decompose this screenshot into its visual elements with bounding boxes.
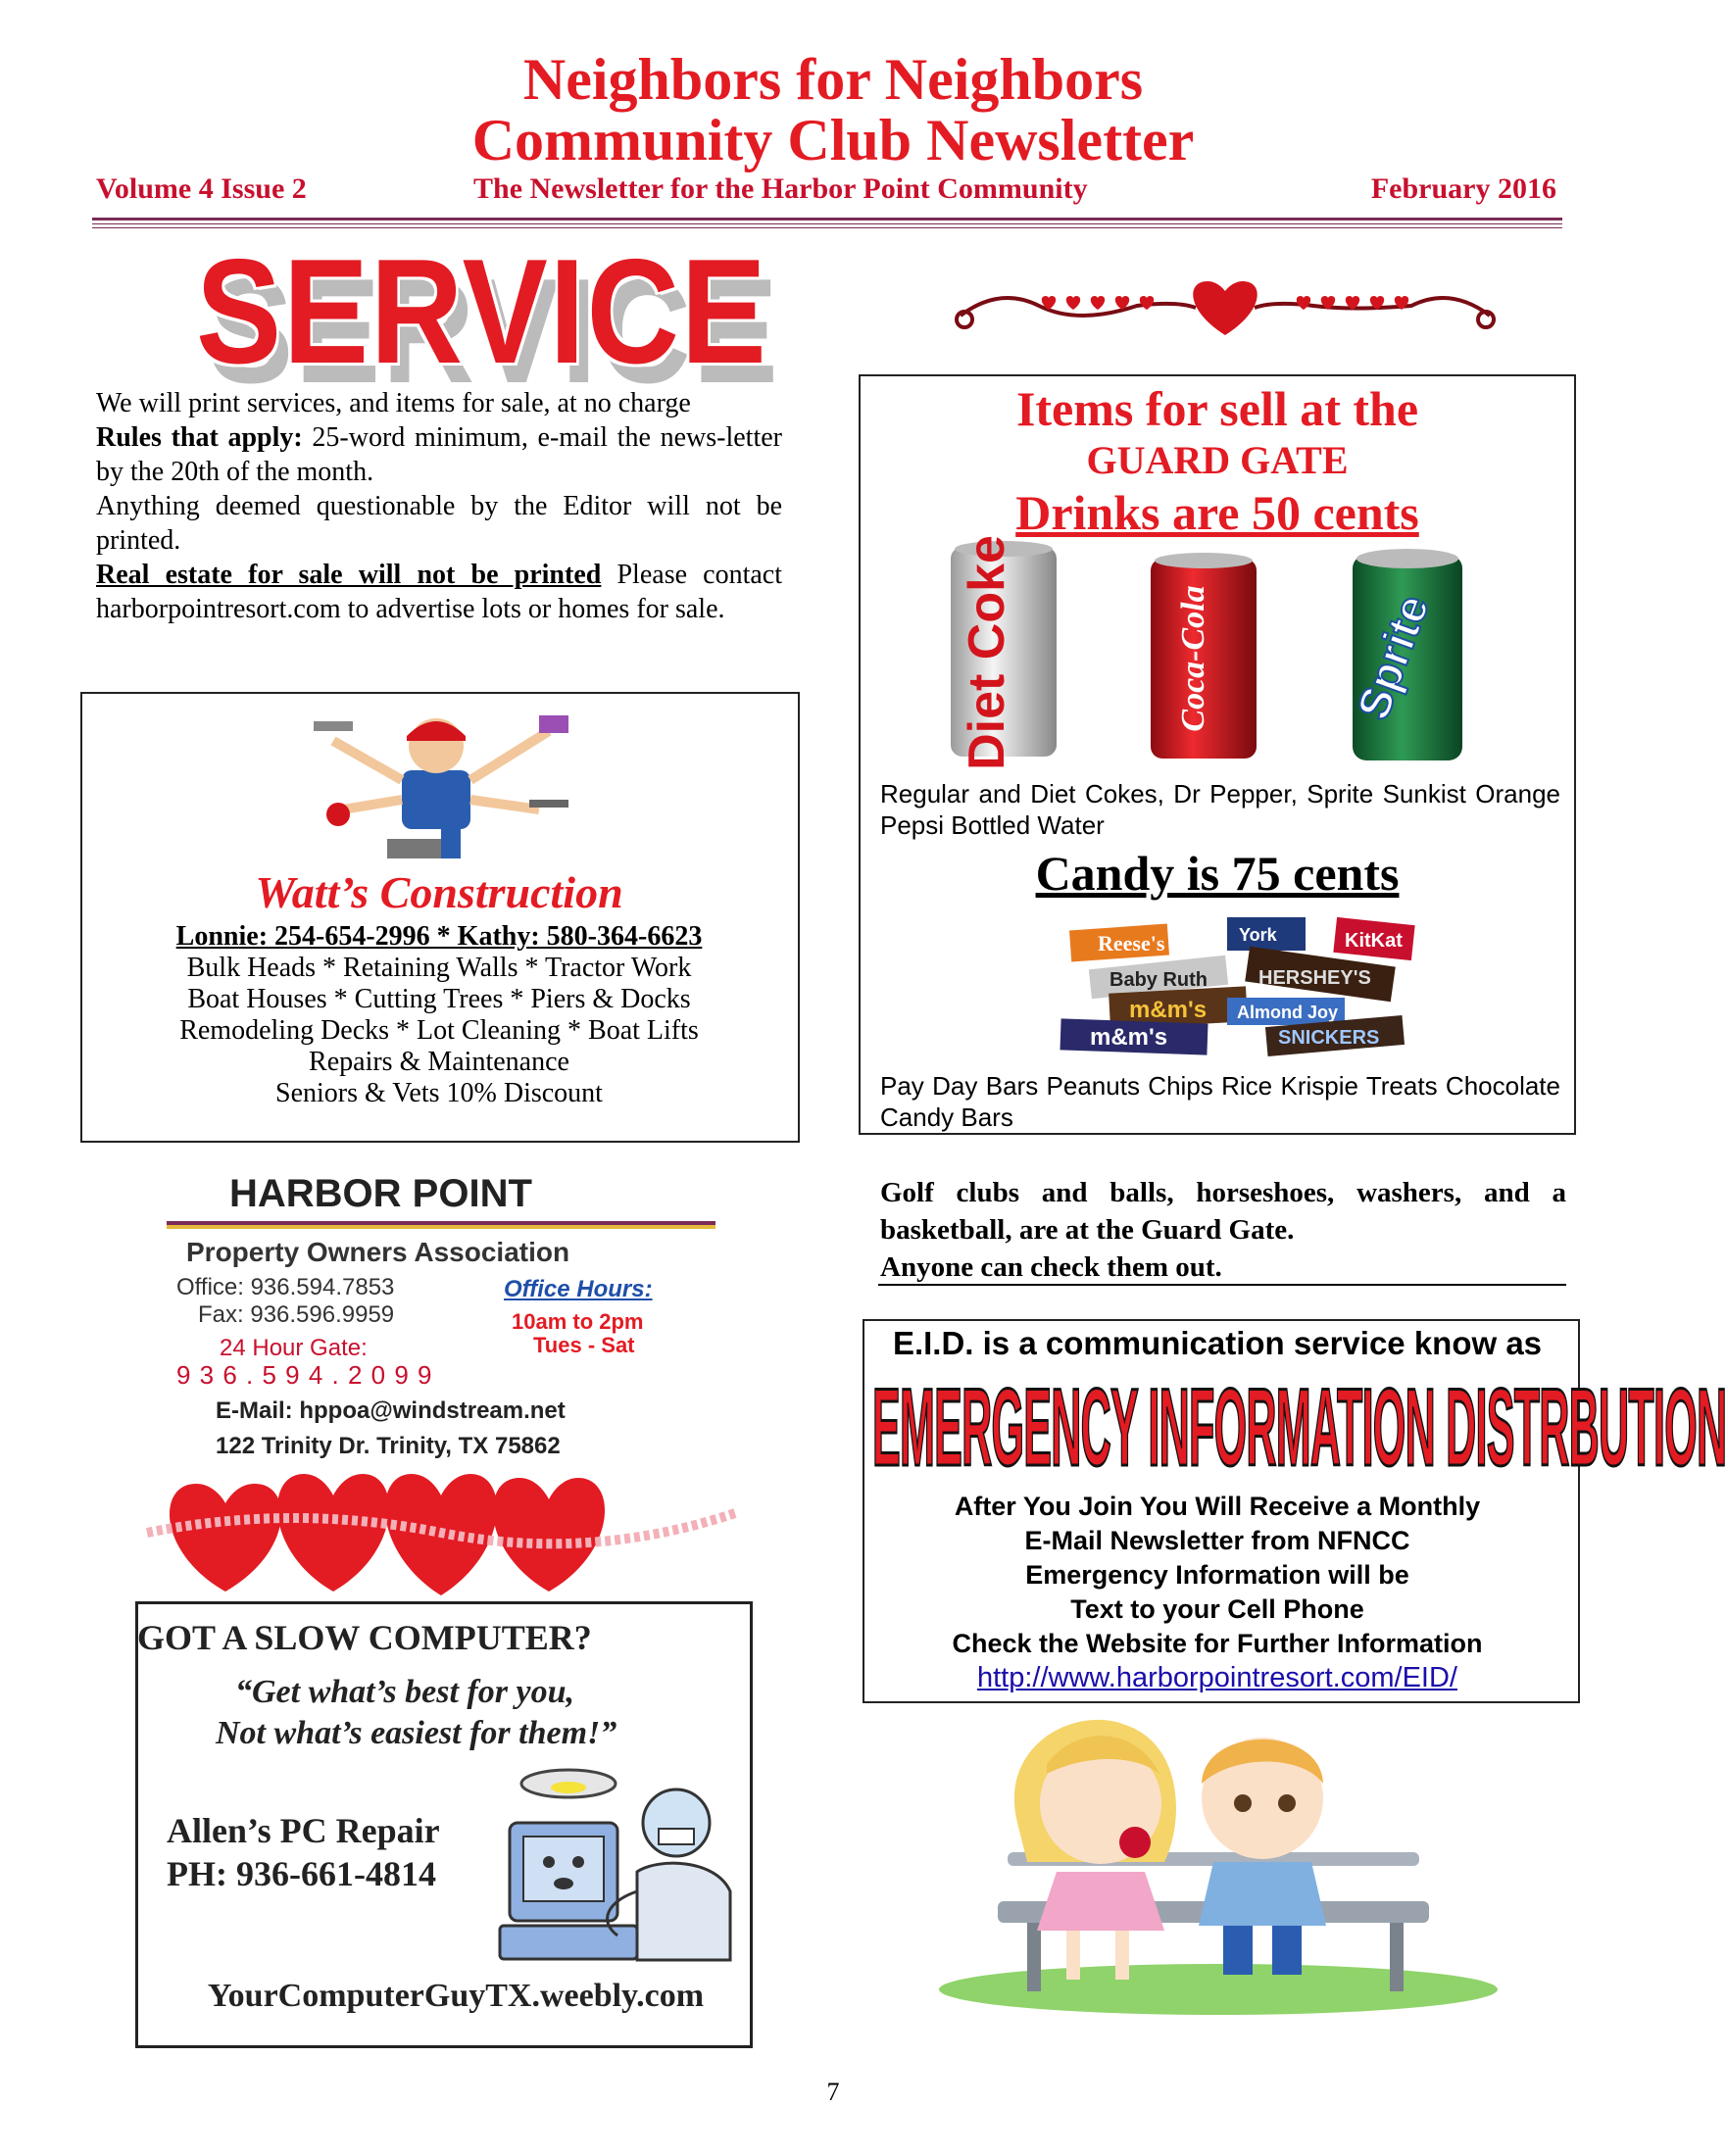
newsletter-title-line1: Neighbors for Neighbors [522,47,1144,112]
eid-details [864,1490,1570,1695]
golf-equipment-notice [880,1174,1566,1286]
golf-line2: Anyone can check them out. [880,1251,1222,1283]
eid-website-link[interactable]: http://www.harborpointresort.com/EID/ [977,1662,1457,1693]
page-number: 7 [826,2078,840,2106]
volume-issue: Volume 4 Issue 2 [96,172,307,205]
tagline: The Newsletter for the Harbor Point Community [473,172,1088,205]
guard-gate-heading: GUARD GATE [1086,438,1349,482]
items-heading: Items for sell at the [1015,381,1419,436]
watts-services-line4: Repairs & Maintenance [309,1047,569,1077]
poa-office-phone: Office: 936.594.7853 [176,1274,395,1300]
can-label-coca-cola: Coca-Cola [1175,585,1211,732]
pc-repair-website[interactable]: YourComputerGuyTX.weebly.com [207,1978,705,2014]
eid-line1: After You Join You Will Receive a Monthly [954,1492,1481,1521]
service-heading: SERVICE [196,228,768,395]
poa-office-hours-days: Tues - Sat [533,1333,635,1357]
eid-line2: E-Mail Newsletter from NFNCC [1024,1526,1410,1555]
poa-gate-phone: 9 3 6 . 5 9 4 . 2 0 9 9 [176,1360,433,1390]
watts-phones: Lonnie: 254-654-2996 * Kathy: 580-364-6623 [175,921,703,952]
diet-coke-can-icon [947,535,1060,770]
drinks-description: Regular and Diet Cokes, Dr Pepper, Sprite Sunkist Orange Pepsi Bottled Water [880,779,1560,840]
masthead-rule-top [92,218,1562,220]
pc-repair-quote [176,1672,725,1754]
candy-label-snickers: SNICKERS [1278,1027,1380,1049]
service-text [96,386,782,626]
eid-heading: E.I.D. is a communication service know as [892,1325,1543,1361]
watts-discount: Seniors & Vets 10% Discount [275,1078,603,1108]
pc-quote-line2: Not what’s easiest for them!” [216,1715,617,1751]
rules-label: Rules that apply: [96,422,303,453]
real-estate-label: Real estate for sale will not be printed [96,560,602,590]
pc-quote-line1: “Get what’s best for you, [235,1674,574,1710]
pc-repair-title: GOT A SLOW COMPUTER? [137,1618,592,1657]
real-estate-text: Please contact harborpointresort.com to advertise lots or homes for sale. [96,560,783,624]
service-line1: We will print services, and items for sale, at no charge [96,388,691,418]
candy-description: Pay Day Bars Peanuts Chips Rice Krispie Treats Chocolate Candy Bars [880,1071,1560,1132]
eid-banner-text: EMERGENCY INFORMATION DISTRBUTION [872,1366,1726,1489]
poa-office-hours-label: Office Hours: [504,1276,653,1302]
watts-name: Watt’s Construction [255,867,623,917]
rules-text: 25-word minimum, e-mail the news-letter by the 20th of the month. [96,422,782,487]
harbor-point-poa-card [167,1172,715,1427]
poa-rule-2 [167,1225,715,1229]
candy-label-baby-ruth: Baby Ruth [1110,969,1208,991]
masthead-rule-mid [92,223,1562,224]
eid-line3: Emergency Information will be [1025,1560,1409,1590]
drinks-price-text: Drinks are 50 cents [1015,485,1419,540]
watts-details [82,921,796,1109]
candy-label-mms-1: m&m's [1129,997,1208,1023]
poa-address: 122 Trinity Dr. Trinity, TX 75862 [216,1433,561,1459]
couple-on-bench-icon [939,1705,1498,2009]
watts-services-line1: Bulk Heads * Retaining Walls * Tractor Work [186,953,692,983]
candy-label-reeses: Reese's [1098,931,1165,956]
candy-label-hersheys: HERSHEY'S [1258,967,1371,989]
service-rules [96,420,782,489]
masthead-info-row [96,172,1556,212]
can-label-sprite: Sprite [1347,588,1439,726]
computer-doctor-icon [490,1764,735,1970]
poa-subtitle: Property Owners Association [186,1237,570,1267]
candy-label-kitkat: KitKat [1345,930,1403,952]
candy-price: Candy is 75 cents [1035,846,1400,901]
candy-label-mms-2: m&m's [1090,1024,1168,1051]
poa-email: E-Mail: hppoa@windstream.net [216,1397,566,1424]
coca-cola-can-icon [1147,549,1260,764]
poa-office-hours-time: 10am to 2pm [512,1309,644,1334]
sprite-can-icon [1349,545,1466,766]
issue-date: February 2016 [1370,172,1556,205]
pc-repair-phone: PH: 936-661-4814 [167,1854,436,1893]
golf-line1: Golf clubs and balls, horseshoes, washers, and a basketball, are at the Guard Gate. [880,1177,1566,1246]
newsletter-title-line2: Community Club Newsletter [471,108,1195,172]
pc-repair-name: Allen’s PC Repair [167,1811,440,1850]
poa-fax: Fax: 936.596.9959 [198,1301,395,1328]
handyman-icon [294,702,588,864]
watts-services-line2: Boat Houses * Cutting Trees * Piers & Docks [187,984,691,1014]
poa-name: HARBOR POINT [229,1172,532,1215]
candy-label-almond-joy: Almond Joy [1237,1003,1339,1022]
service-real-estate [96,558,782,626]
eid-banner [872,1366,1726,1489]
can-label-diet-coke: Diet Coke [959,535,1015,770]
hearts-chain-icon [147,1464,735,1597]
heart-vine-icon [941,267,1509,345]
candy-bars-icon [1051,907,1417,1054]
golf-underline [878,1284,1566,1286]
candy-label-york: York [1239,925,1277,945]
service-questionable: Anything deemed questionable by the Editor will not be printed. [96,491,782,556]
eid-line5: Check the Website for Further Information [952,1629,1483,1658]
watts-services-line3: Remodeling Decks * Lot Cleaning * Boat Lifts [179,1015,699,1046]
drinks-price [861,484,1574,541]
eid-line4: Text to your Cell Phone [1070,1594,1364,1624]
pc-repair-contact [167,1809,440,1895]
poa-gate-label: 24 Hour Gate: [220,1335,368,1361]
